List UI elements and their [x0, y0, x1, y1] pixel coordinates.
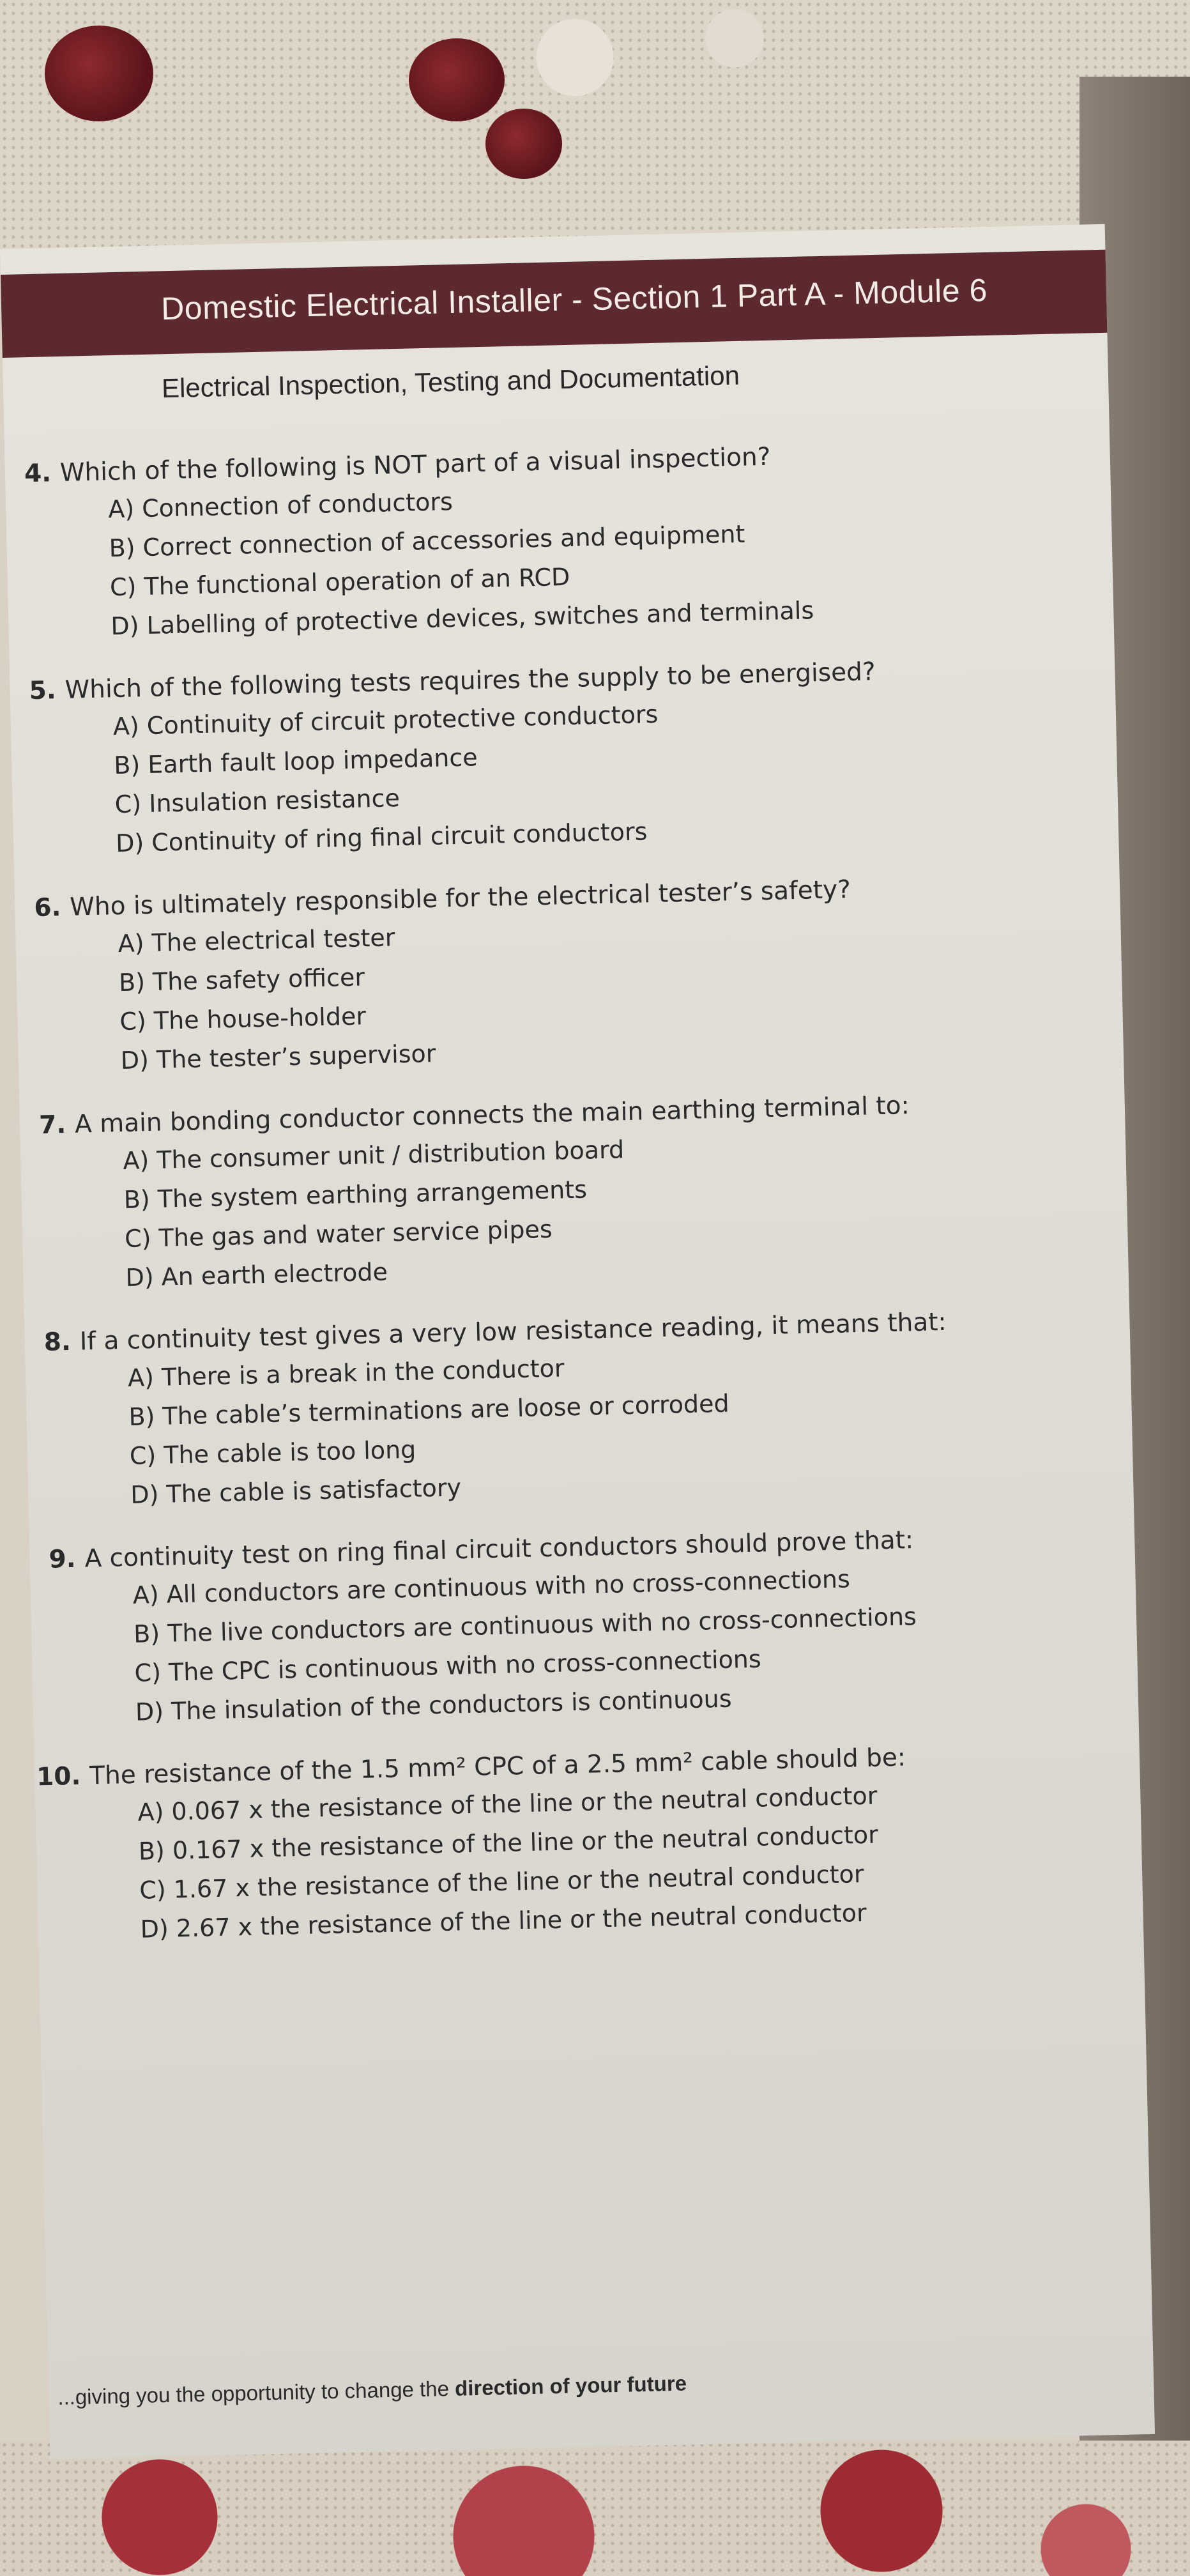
question-5 — [10, 652, 1118, 866]
question-text: Which of the following tests requires the supply to be energised? — [65, 657, 876, 705]
option-b: B) 0.167 x the resistance of the line or the neutral conductor — [138, 1820, 879, 1866]
option-d: D) An earth electrode — [125, 1257, 388, 1292]
question-number: 10. — [36, 1761, 81, 1792]
question-8 — [24, 1303, 1133, 1517]
option-a: A) All conductors are continuous with no cross-connections — [132, 1565, 851, 1609]
option-b: B) The live conductors are continuous with no cross-connections — [133, 1602, 917, 1648]
option-b: B) The safety officer — [118, 963, 365, 997]
fabric-flower — [45, 26, 153, 121]
question-text: The resistance of the 1.5 mm² CPC of a 2.5 mm² cable should be: — [89, 1743, 906, 1791]
question-text: A main bonding conductor connects the main earthing terminal to: — [74, 1091, 910, 1139]
question-9 — [29, 1521, 1138, 1734]
worksheet-page — [0, 224, 1155, 2459]
option-b: B) The cable’s terminations are loose or corroded — [128, 1389, 730, 1431]
option-a: A) Connection of conductors — [107, 487, 454, 524]
option-d: D) Continuity of ring final circuit conductors — [115, 817, 648, 858]
question-7 — [20, 1086, 1129, 1300]
question-number: 5. — [29, 676, 57, 706]
fabric-flower — [485, 109, 562, 179]
option-b: B) Earth fault loop impedance — [113, 743, 478, 780]
background-fabric-bottom — [0, 2441, 1190, 2576]
option-b: B) The system earthing arrangements — [123, 1175, 588, 1214]
option-d: D) The insulation of the conductors is continuous — [135, 1684, 732, 1726]
question-text: Who is ultimately responsible for the electrical tester’s safety? — [69, 875, 851, 922]
question-number: 9. — [49, 1544, 77, 1574]
question-list — [4, 435, 1110, 1943]
question-10 — [34, 1738, 1143, 1951]
page-title: Domestic Electrical Installer - Section 1 Part A - Module 6 — [160, 272, 988, 327]
option-d: D) The cable is satisfactory — [130, 1473, 462, 1509]
option-a: A) Continuity of circuit protective conductors — [112, 700, 659, 741]
option-c: C) The gas and water service pipes — [124, 1215, 553, 1253]
option-b: B) Correct connection of accessories and equipment — [109, 519, 745, 563]
question-number: 4. — [24, 459, 52, 489]
option-d: D) Labelling of protective devices, switches and terminals — [110, 596, 814, 641]
question-text: A continuity test on ring final circuit conductors should prove that: — [84, 1526, 914, 1574]
question-4 — [4, 435, 1113, 648]
question-number: 8. — [43, 1327, 72, 1357]
footer-tagline — [57, 2371, 687, 2409]
option-a: A) The electrical tester — [118, 923, 395, 958]
option-c: C) 1.67 x the resistance of the line or the neutral conductor — [139, 1859, 864, 1905]
option-c: C) Insulation resistance — [114, 784, 400, 819]
option-d: D) The tester’s supervisor — [120, 1039, 436, 1075]
question-text: If a continuity test gives a very low resistance reading, it means that: — [79, 1307, 947, 1356]
option-c: C) The cable is too long — [129, 1435, 416, 1470]
footer-text: ...giving you the opportunity to change the — [57, 2376, 455, 2409]
question-text: Which of the following is NOT part of a visual inspection? — [59, 442, 771, 487]
option-a: A) 0.067 x the resistance of the line or the neutral conductor — [137, 1781, 878, 1827]
option-c: C) The CPC is continuous with no cross-connections — [134, 1644, 762, 1687]
question-6 — [15, 869, 1124, 1082]
option-c: C) The house-holder — [119, 1002, 367, 1036]
option-d: D) 2.67 x the resistance of the line or the neutral conductor — [140, 1898, 867, 1943]
option-a: A) The consumer unit / distribution board — [122, 1135, 625, 1175]
question-number: 6. — [33, 893, 61, 923]
option-a: A) There is a break in the conductor — [127, 1354, 565, 1392]
page-subtitle: Electrical Inspection, Testing and Documentation — [161, 360, 740, 404]
question-number: 7. — [38, 1110, 66, 1140]
footer-emphasis: direction of your future — [454, 2371, 687, 2400]
option-c: C) The functional operation of an RCD — [109, 562, 570, 602]
fabric-flower — [409, 38, 505, 121]
